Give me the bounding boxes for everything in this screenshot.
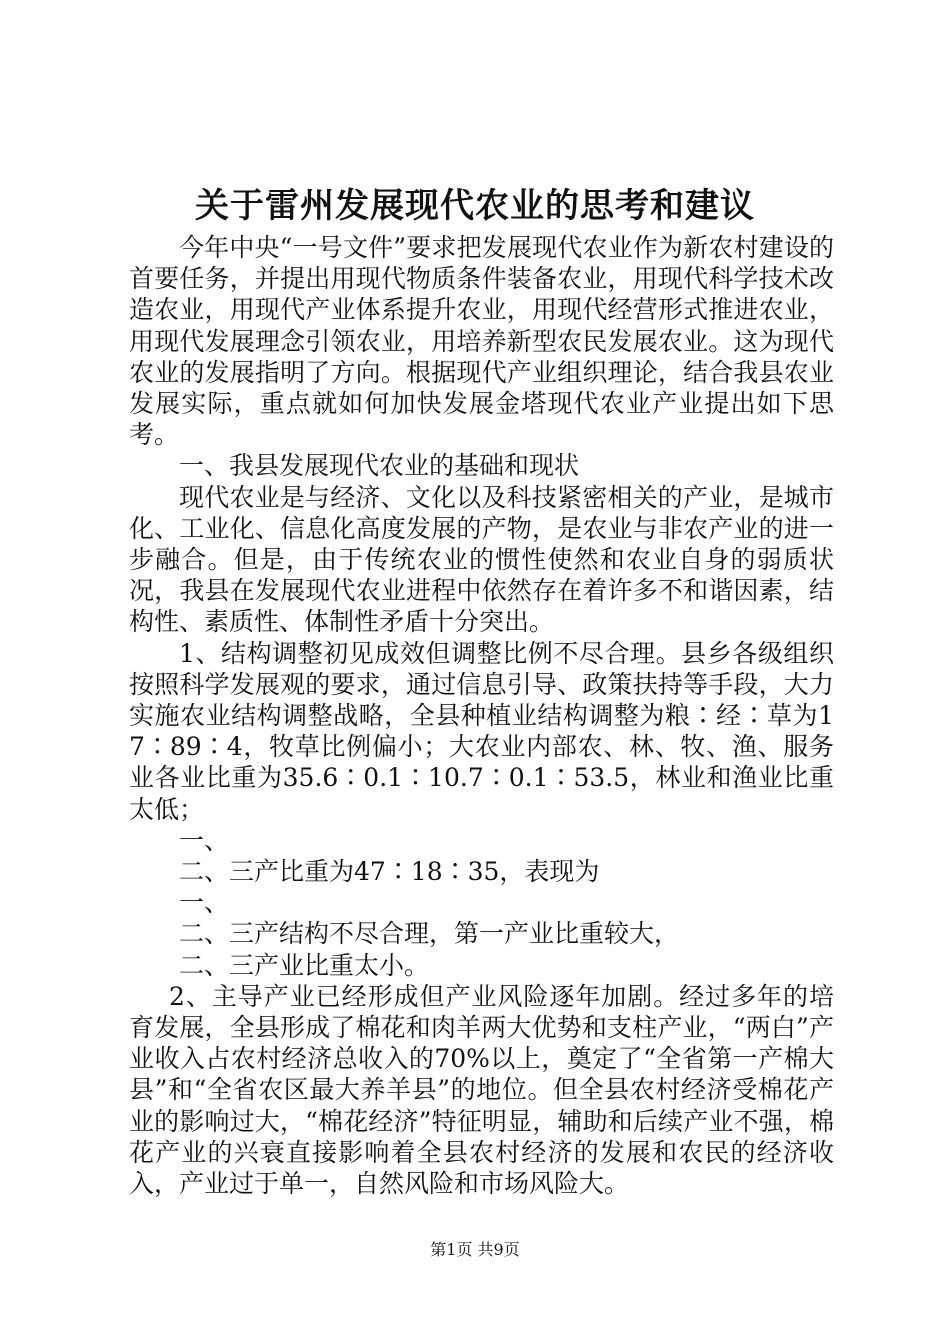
paragraph-point-2: 2、主导产业已经形成但产业风险逐年加剧。经过多年的培育发展，全县形成了棉花和肉羊两大优势和支柱产业，“两白”产业收入占农村经济总收入的70%以上，奠定了“全省第一产棉大县”和“全省农区最大养羊县”的地位。但全县农村经济受棉花产业的影响过大，“棉花经济”特征明显，辅助和后续产业不强，棉花产业的兴衰直接影响着全县农村经济的发展和农民的经济收入，产业过于单一，自然风险和市场风险大。 bbox=[129, 981, 834, 1199]
paragraph-fragment: 二、三产业比重太小。 bbox=[179, 950, 430, 980]
page-number-footer: 第1页 共9页 bbox=[430, 1240, 520, 1259]
paragraph-fragment: 二、三产比重为47∶18∶35，表现为 bbox=[179, 857, 600, 887]
document-body bbox=[129, 232, 834, 1199]
section-heading: 一、我县发展现代农业的基础和现状 bbox=[179, 451, 580, 481]
paragraph-point-1: 1、结构调整初见成效但调整比例不尽合理。县乡各级组织按照科学发展观的要求，通过信息引导、政策扶持等手段，大力实施农业结构调整战略，全县种植业结构调整为粮∶经∶草为17∶89∶4，牧草比例偏小；大农业内部农、林、牧、渔、服务业各业比重为35.6∶0.1∶10.7∶0.1∶53.5，林业和渔业比重太低； bbox=[129, 638, 834, 824]
paragraph-fragment: 一、 bbox=[179, 888, 230, 918]
document-title: 关于雷州发展现代农业的思考和建议 bbox=[195, 186, 755, 226]
paragraph-overview: 现代农业是与经济、文化以及科技紧密相关的产业，是城市化、工业化、信息化高度发展的产物，是农业与非农产业的进一步融合。但是，由于传统农业的惯性使然和农业自身的弱质状况，我县在发展现代农业进程中依然存在着许多不和谐因素，结构性、素质性、体制性矛盾十分突出。 bbox=[129, 482, 834, 637]
paragraph-fragment: 一、 bbox=[179, 825, 230, 855]
paragraph-fragment: 二、三产结构不尽合理，第一产业比重较大， bbox=[179, 919, 680, 949]
paragraph-intro: 今年中央“一号文件”要求把发展现代农业作为新农村建设的首要任务，并提出用现代物质条件装备农业，用现代科学技术改造农业，用现代产业体系提升农业，用现代经营形式推进农业，用现代发展理念引领农业，用培养新型农民发展农业。这为现代农业的发展指明了方向。根据现代产业组织理论，结合我县农业发展实际，重点就如何加快发展金塔现代农业产业提出如下思考。 bbox=[129, 233, 834, 450]
